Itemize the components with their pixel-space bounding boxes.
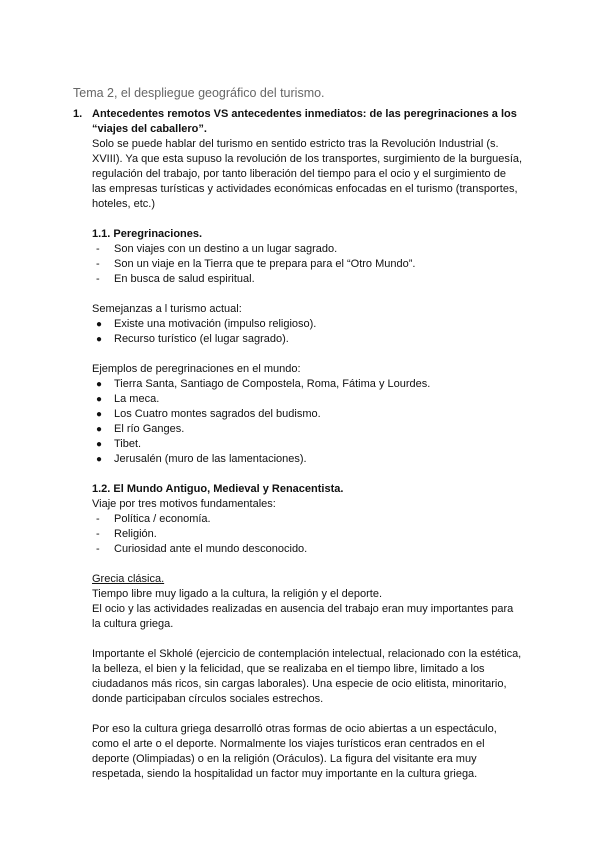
document-body	[73, 107, 543, 782]
motives-list	[73, 512, 543, 557]
list-item: - Curiosidad ante el mundo desconocido.	[92, 542, 543, 557]
bullet-marker: ●	[96, 409, 103, 420]
greece-paragraph-3	[92, 722, 543, 782]
list-item: ● Tibet.	[92, 437, 543, 452]
section-1-heading	[73, 107, 543, 137]
similar-list	[73, 317, 543, 347]
text-line: la belleza, el bien y la felicidad, que se realizaba en el tiempo libre, limitado a los	[92, 663, 485, 675]
bullet-marker: ●	[96, 334, 103, 345]
text-line: Por eso la cultura griega desarrolló otras formas de ocio abiertas a un espectáculo,	[92, 723, 497, 735]
list-item: ● Los Cuatro montes sagrados del budismo.	[92, 407, 543, 422]
document-title: Tema 2, el despliegue geográfico del turismo.	[73, 86, 325, 100]
text-line: deporte (Olimpiadas) o en la religión (Oráculos). La figura del visitante era muy	[92, 753, 477, 765]
text-line: las empresas turísticas y actividades económicas enfocadas en el turismo (transportes,	[92, 183, 518, 195]
greece-paragraph-2	[92, 647, 543, 707]
examples-list	[73, 377, 543, 467]
bullet-marker: ●	[96, 319, 103, 330]
examples-heading: Ejemplos de peregrinaciones en el mundo:	[92, 363, 301, 375]
text-line: la cultura griega.	[92, 618, 174, 630]
list-item: ● El río Ganges.	[92, 422, 543, 437]
text-line: XVIII). Ya que esta supuso la revolución de los transportes, surgimiento de la burguesía,	[92, 153, 523, 165]
bullet-marker: ●	[96, 454, 103, 465]
list-item: - En busca de salud espiritual.	[92, 272, 543, 287]
section-title: Antecedentes remotos VS antecedentes inmediatos: de las peregrinaciones a los “viajes del caballero”.	[92, 108, 517, 135]
peregrinaciones-list	[73, 242, 543, 287]
text-line: donde participaban círculos sociales estrechos.	[92, 693, 324, 705]
bullet-marker: ●	[96, 379, 103, 390]
motives-lead: Viaje por tres motivos fundamentales:	[92, 498, 276, 510]
text-line: respetada, siendo la hospitalidad un factor muy importante en la cultura griega.	[92, 768, 478, 780]
dash-marker: -	[96, 273, 100, 285]
dash-marker: -	[96, 513, 100, 525]
greece-heading: Grecia clásica.	[92, 573, 165, 585]
list-item: - Política / economía.	[92, 512, 543, 527]
list-item: - Religión.	[92, 527, 543, 542]
text-line: Solo se puede hablar del turismo en sentido estricto tras la Revolución Industrial (s.	[92, 138, 499, 150]
dash-marker: -	[96, 543, 100, 555]
dash-marker: -	[96, 258, 100, 270]
text-line: hoteles, etc.)	[92, 198, 155, 210]
text-line: Tiempo libre muy ligado a la cultura, la religión y el deporte.	[92, 588, 383, 600]
subsection-1-1-title: 1.1. Peregrinaciones.	[92, 228, 203, 240]
text-line: ciudadanos más ricos, sin cargas laborales). Una especie de ocio elitista, minoritario,	[92, 678, 507, 690]
bullet-marker: ●	[96, 394, 103, 405]
dash-marker: -	[96, 243, 100, 255]
section-number: 1.	[73, 108, 83, 120]
bullet-marker: ●	[96, 424, 103, 435]
list-item: - Son viajes con un destino a un lugar sagrado.	[92, 242, 543, 257]
text-line: regulación del trabajo, por tanto liberación del tiempo para el ocio y el surgimiento de	[92, 168, 506, 180]
text-line: como el arte o el deporte. Normalmente los viajes turísticos eran centrados en el	[92, 738, 485, 750]
greece-paragraph-1	[92, 587, 543, 632]
bullet-marker: ●	[96, 439, 103, 450]
list-item: ● Tierra Santa, Santiago de Compostela, Roma, Fátima y Lourdes.	[92, 377, 543, 392]
similar-heading: Semejanzas a l turismo actual:	[92, 303, 242, 315]
list-item: ● Existe una motivación (impulso religioso).	[92, 317, 543, 332]
dash-marker: -	[96, 528, 100, 540]
subsection-1-2-title: 1.2. El Mundo Antiguo, Medieval y Renacentista.	[92, 483, 344, 495]
list-item: ● La meca.	[92, 392, 543, 407]
list-item: ● Jerusalén (muro de las lamentaciones).	[92, 452, 543, 467]
section-1-intro	[92, 137, 543, 212]
list-item: - Son un viaje en la Tierra que te prepara para el “Otro Mundo”.	[92, 257, 543, 272]
text-line: Importante el Skholé (ejercicio de contemplación intelectual, relacionado con la estética,	[92, 648, 522, 660]
list-item: ● Recurso turístico (el lugar sagrado).	[92, 332, 543, 347]
text-line: El ocio y las actividades realizadas en ausencia del trabajo eran muy importantes para	[92, 603, 514, 615]
